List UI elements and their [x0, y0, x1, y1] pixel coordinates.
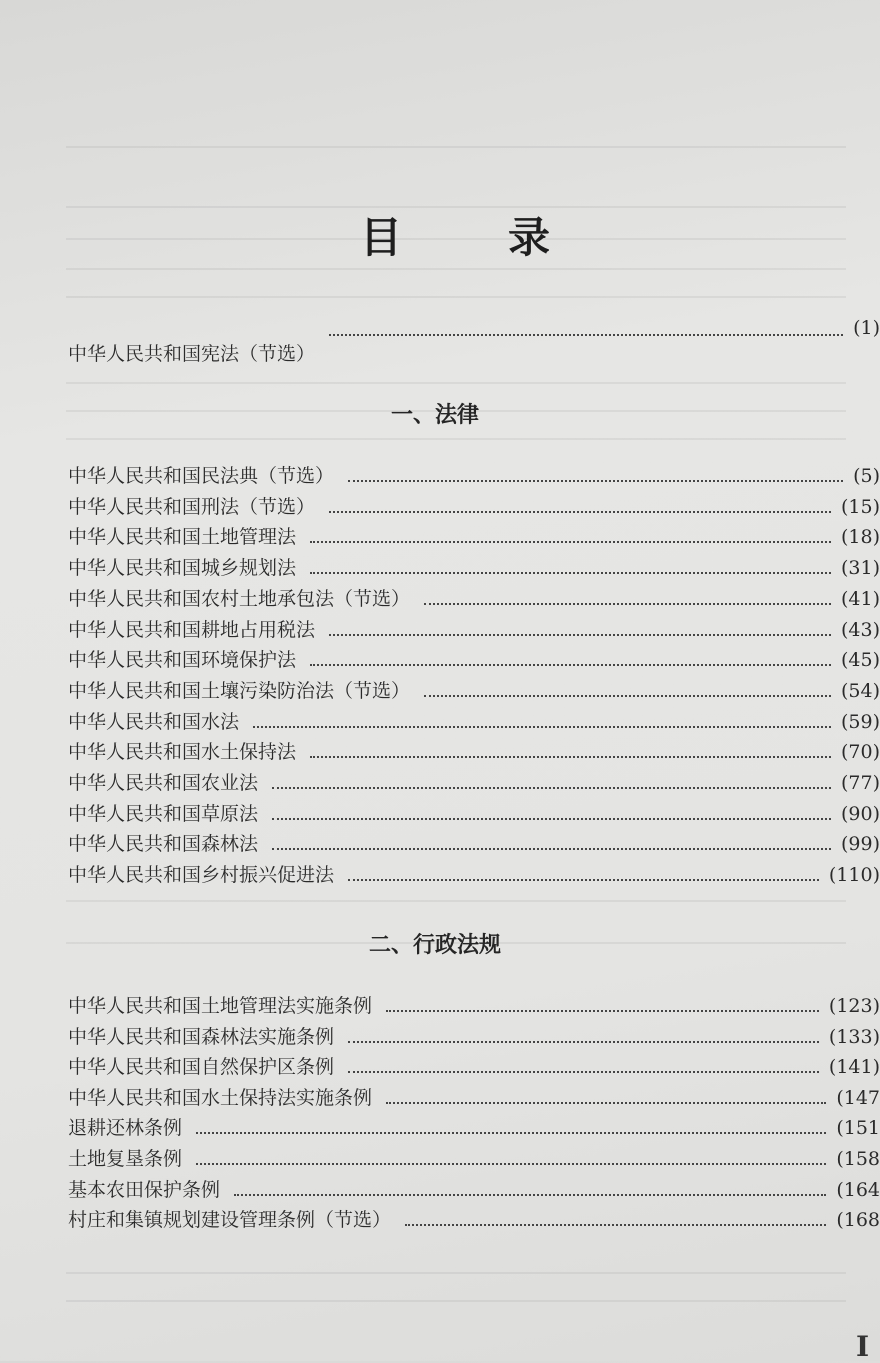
toc-entry[interactable] [68, 1080, 880, 1110]
toc-entry-label: 村庄和集镇规划建设管理条例（节选） [68, 1209, 392, 1232]
toc-entry[interactable] [68, 612, 880, 642]
dot-leader [424, 693, 831, 697]
dot-leader [310, 570, 831, 574]
dot-leader [424, 601, 831, 605]
toc-entry[interactable] [68, 796, 880, 826]
toc-entry-label: 土地复垦条例 [68, 1148, 183, 1170]
section-heading-regulations: 二、行政法规 [368, 932, 501, 958]
toc-entry-page: (59) [840, 710, 880, 733]
toc-entry-page: (151 [836, 1117, 880, 1140]
toc-entry-page: (43) [840, 618, 880, 641]
toc-entry[interactable] [68, 673, 880, 703]
toc-entry-label: 中华人民共和国草原法 [68, 802, 259, 825]
dot-leader [386, 1008, 819, 1012]
toc-entry-page: (77) [840, 772, 880, 794]
title-char-2: 录 [507, 213, 550, 262]
toc-entry-page: (141) [828, 1056, 880, 1079]
toc-entry[interactable] [68, 704, 880, 734]
toc-entry[interactable] [68, 1141, 880, 1171]
toc-entry-label: 中华人民共和国农业法 [68, 772, 259, 794]
toc-entry-label: 中华人民共和国民法典（节选） [68, 465, 335, 487]
dot-leader [253, 724, 831, 728]
toc-entry-page: (18) [840, 526, 880, 549]
toc-entry[interactable] [68, 826, 880, 856]
section-heading-laws: 一、法律 [390, 402, 479, 428]
dot-leader [310, 662, 831, 666]
toc-entry-page: (70) [840, 741, 880, 764]
toc-entry-page: (5) [853, 465, 880, 487]
toc-entry-label: 中华人民共和国自然保护区条例 [68, 1056, 335, 1079]
dot-leader [272, 785, 831, 789]
toc-entry-label: 中华人民共和国土地管理法 [68, 526, 297, 549]
toc-entry-label: 退耕还林条例 [68, 1117, 183, 1140]
dot-leader [386, 1100, 826, 1104]
dot-leader [196, 1130, 826, 1134]
dot-leader [272, 846, 831, 850]
page-title [360, 205, 550, 265]
toc-entry-label: 中华人民共和国乡村振兴促进法 [68, 864, 335, 887]
toc-entry-constitution[interactable] [68, 317, 880, 366]
toc-entry[interactable] [68, 550, 880, 580]
toc-entry[interactable] [68, 458, 880, 488]
toc-entry-page: (158 [836, 1148, 880, 1170]
toc-entry-label: 基本农田保护条例 [68, 1178, 221, 1201]
dot-leader [234, 1192, 826, 1196]
dot-leader [348, 1069, 819, 1073]
toc-entry-label: 中华人民共和国土地管理法实施条例 [68, 995, 373, 1017]
dot-leader [348, 1039, 819, 1043]
toc-entry-page: (133) [828, 1025, 880, 1048]
toc-entry[interactable] [68, 857, 880, 887]
toc-entry-page: (41) [840, 587, 880, 610]
toc-entry-label: 中华人民共和国耕地占用税法 [68, 618, 316, 641]
toc-entry-label: 中华人民共和国宪法（节选） [68, 343, 316, 365]
dot-leader [348, 478, 843, 482]
toc-entry-label: 中华人民共和国森林法 [68, 833, 259, 856]
title-char-1: 目 [360, 213, 403, 262]
dot-leader [272, 816, 831, 820]
page-folio: I [856, 1330, 870, 1363]
toc-entry[interactable] [68, 1172, 880, 1202]
toc-entry-label: 中华人民共和国环境保护法 [68, 649, 297, 672]
toc-entry[interactable] [68, 1049, 880, 1079]
dot-leader [348, 877, 819, 881]
toc-entry-label: 中华人民共和国农村土地承包法（节选） [68, 587, 411, 610]
toc-entry[interactable] [68, 1110, 880, 1140]
toc-entry[interactable] [68, 988, 880, 1018]
toc-entry-page: (31) [840, 557, 880, 580]
toc-entry-page: (99) [840, 833, 880, 856]
toc-entry-page: (1) [853, 317, 880, 339]
dot-leader [310, 539, 831, 543]
toc-entry-label: 中华人民共和国水土保持法实施条例 [68, 1086, 373, 1109]
toc-entry[interactable] [68, 642, 880, 672]
toc-entry[interactable] [68, 734, 880, 764]
toc-entry-page: (147 [836, 1086, 880, 1109]
toc-entry-label: 中华人民共和国城乡规划法 [68, 557, 297, 580]
toc-entry[interactable] [68, 581, 880, 611]
dot-leader [196, 1161, 826, 1165]
toc-entry-page: (54) [840, 679, 880, 702]
toc-entry[interactable] [68, 489, 880, 519]
toc-entry[interactable] [68, 519, 880, 549]
dot-leader [405, 1222, 826, 1226]
toc-entry-label: 中华人民共和国刑法（节选） [68, 495, 316, 518]
toc-entry-label: 中华人民共和国土壤污染防治法（节选） [68, 679, 411, 702]
toc-entry-page: (15) [840, 495, 880, 518]
toc-entry-page: (168 [836, 1209, 880, 1232]
toc-entry-page: (164 [836, 1178, 880, 1201]
toc-entry-label: 中华人民共和国水法 [68, 710, 240, 733]
toc-entry-page: (90) [840, 802, 880, 825]
toc-entry-label: 中华人民共和国水土保持法 [68, 741, 297, 764]
dot-leader [329, 632, 831, 636]
toc-entry-page: (123) [828, 995, 880, 1017]
dot-leader [310, 754, 831, 758]
toc-entry-page: (45) [840, 649, 880, 672]
toc-entry[interactable] [68, 1202, 880, 1232]
toc-entry[interactable] [68, 1019, 880, 1049]
toc-entry[interactable] [68, 765, 880, 795]
dot-leader [329, 509, 831, 513]
toc-entry-label: 中华人民共和国森林法实施条例 [68, 1025, 335, 1048]
toc-entry-page: (110) [828, 864, 880, 887]
dot-leader [329, 332, 843, 336]
